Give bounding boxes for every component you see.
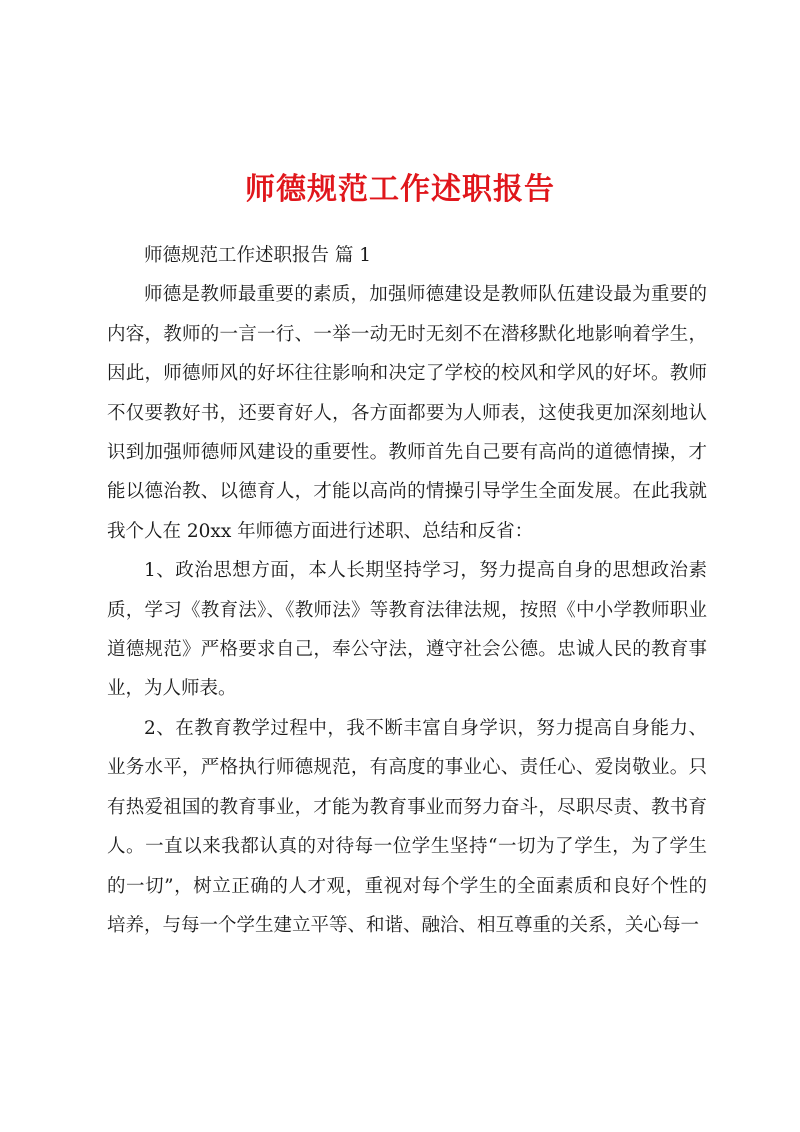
section-heading: 师德规范工作述职报告 篇 1 <box>144 245 372 266</box>
document-body <box>107 236 707 945</box>
paragraph-teaching: 2、在教育教学过程中，我不断丰富自身学识，努力提高自身能力、业务水平，严格执行师德规范，有高度的事业心、责任心、爱岗敬业。只有热爱祖国的教育事业，才能为教育事业而努力奋斗，尽职尽责、教书育人。一直以来我都认真的对待每一位学生坚持“一切为了学生，为了学生的一切”，树立正确的人才观，重视对每个学生的全面素质和良好个性的培养，与每一个学生建立平等、和谐、融洽、相互尊重的关系，关心每一 <box>107 717 707 936</box>
document-title: 师德规范工作述职报告 <box>245 172 555 207</box>
paragraph-intro: 师德是教师最重要的素质，加强师德建设是教师队伍建设最为重要的内容，教师的一言一行、一举一动无时无刻不在潜移默化地影响着学生，因此，师德师风的好坏往往影响和决定了学校的校风和学风的好坏。教师不仅要教好书，还要育好人，各方面都要为人师表，这使我更加深刻地认识到加强师德师风建设的重要性。教师首先自己要有高尚的道德情操，才能以德治教、以德育人，才能以高尚的情操引导学生全面发展。在此我就我个人在 20xx 年师德方面进行述职、总结和反省： <box>107 284 707 542</box>
paragraph-political: 1、政治思想方面，本人长期坚持学习，努力提高自身的思想政治素质，学习《教育法》、《教师法》等教育法律法规，按照《中小学教师职业道德规范》严格要求自己，奉公守法，遵守社会公德。忠诚人民的教育事业，为人师表。 <box>107 560 707 700</box>
